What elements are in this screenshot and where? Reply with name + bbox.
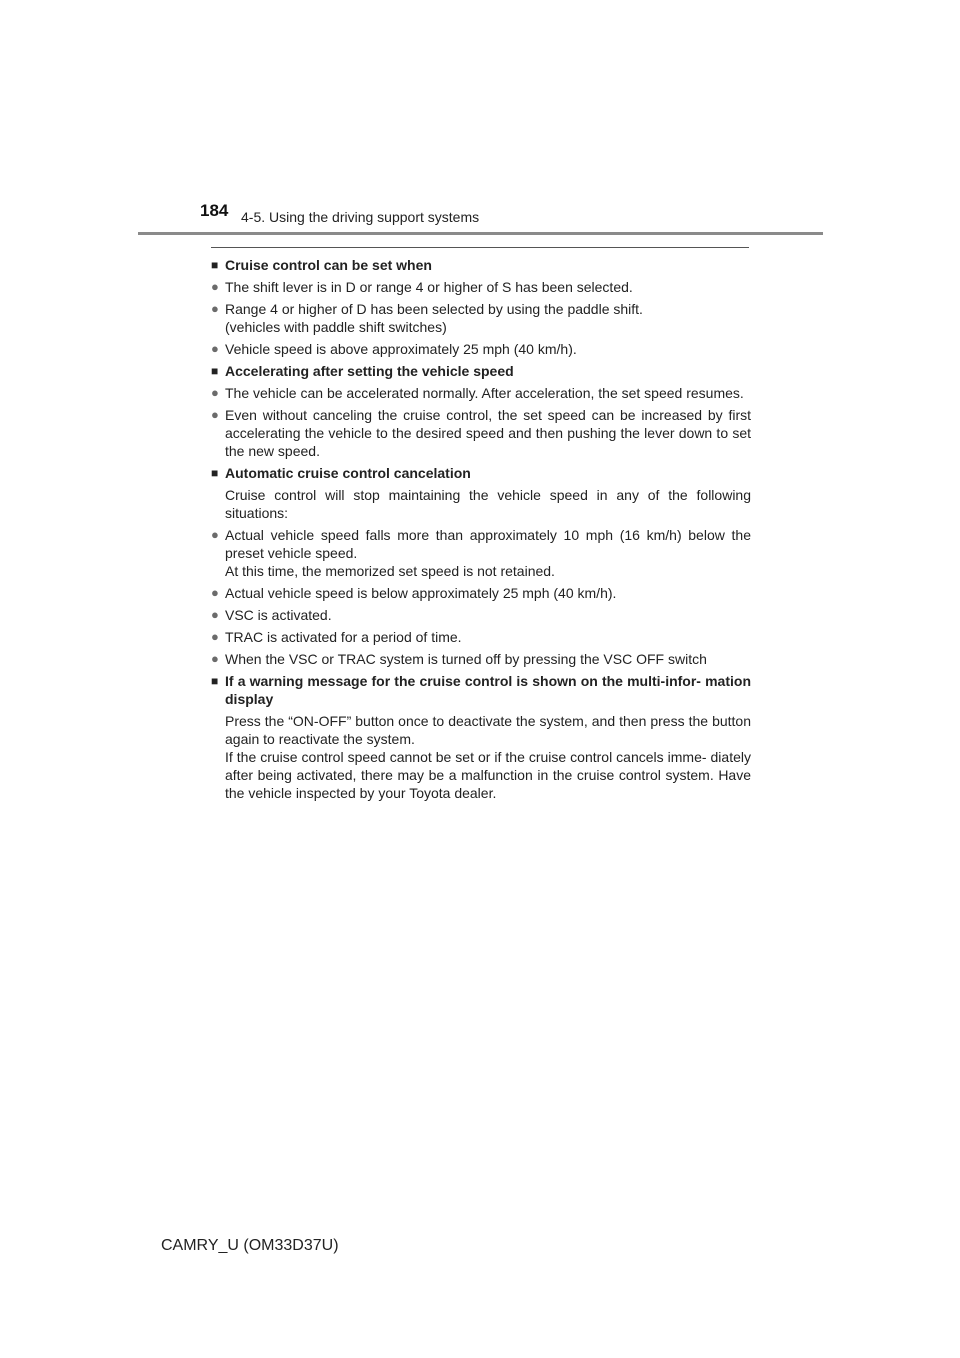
circle-bullet-icon: ● bbox=[211, 301, 219, 316]
item-text: VSC is activated. bbox=[225, 607, 332, 623]
section-heading bbox=[211, 464, 751, 482]
list-item bbox=[211, 278, 751, 296]
circle-bullet-icon: ● bbox=[211, 385, 219, 400]
square-bullet-icon: ■ bbox=[211, 674, 219, 688]
model-code: CAMRY_U (OM33D37U) bbox=[161, 1237, 339, 1254]
circle-bullet-icon: ● bbox=[211, 629, 219, 644]
heading-text: Accelerating after setting the vehicle speed bbox=[225, 363, 514, 379]
item-text: When the VSC or TRAC system is turned off by pressing the VSC OFF switch bbox=[225, 651, 707, 667]
section-cruise-set bbox=[211, 256, 751, 358]
square-bullet-icon: ■ bbox=[211, 364, 219, 378]
heading-text: Cruise control can be set when bbox=[225, 257, 432, 273]
item-text: Actual vehicle speed falls more than approximately 10 mph (16 km/h) below the preset vehicle speed. At this time, the memorized set speed is not retained. bbox=[225, 527, 751, 579]
circle-bullet-icon: ● bbox=[211, 527, 219, 542]
list-item bbox=[211, 300, 751, 336]
list-item bbox=[211, 650, 751, 668]
item-text: The vehicle can be accelerated normally. After acceleration, the set speed resumes. bbox=[225, 385, 744, 401]
chapter-title: 4-5. Using the driving support systems bbox=[241, 209, 480, 225]
circle-bullet-icon: ● bbox=[211, 651, 219, 666]
section-heading bbox=[211, 256, 751, 274]
section-intro: Cruise control will stop maintaining the vehicle speed in any of the following situations: bbox=[225, 487, 751, 521]
page-header bbox=[0, 0, 960, 240]
list-item bbox=[211, 584, 751, 602]
circle-bullet-icon: ● bbox=[211, 607, 219, 622]
item-text: Actual vehicle speed is below approximately 25 mph (40 km/h). bbox=[225, 585, 617, 601]
section-warning-message bbox=[211, 672, 751, 802]
circle-bullet-icon: ● bbox=[211, 341, 219, 356]
item-text: Even without canceling the cruise control, the set speed can be increased by first accelerating the vehicle to the desired speed and then pushing the lever down to set the new speed. bbox=[225, 407, 751, 459]
page-content bbox=[211, 256, 751, 804]
heading-text: If a warning message for the cruise control is shown on the multi-infor- mation display bbox=[225, 673, 751, 707]
section-body: Press the “ON-OFF” button once to deactivate the system, and then press the button again to reactivate the system. If the cruise control speed cannot be set or if the cruise control cancels imme- diately after being activated, there may be a malfunction in the cruise control system. Have the vehicle inspected by your Toyota dealer. bbox=[225, 713, 751, 801]
list-item bbox=[211, 406, 751, 460]
page-number: 184 bbox=[200, 201, 229, 220]
circle-bullet-icon: ● bbox=[211, 585, 219, 600]
section-heading bbox=[211, 672, 751, 708]
list-item bbox=[211, 628, 751, 646]
section-auto-cancel bbox=[211, 464, 751, 668]
header-divider bbox=[138, 232, 823, 235]
list-item bbox=[211, 526, 751, 580]
list-item bbox=[211, 606, 751, 624]
section-accelerating bbox=[211, 362, 751, 460]
circle-bullet-icon: ● bbox=[211, 279, 219, 294]
list-item bbox=[211, 340, 751, 358]
item-text: The shift lever is in D or range 4 or higher of S has been selected. bbox=[225, 279, 633, 295]
item-text: Range 4 or higher of D has been selected by using the paddle shift. (vehicles with paddle shift switches) bbox=[225, 301, 643, 335]
square-bullet-icon: ■ bbox=[211, 466, 219, 480]
item-text: Vehicle speed is above approximately 25 mph (40 km/h). bbox=[225, 341, 577, 357]
item-text: TRAC is activated for a period of time. bbox=[225, 629, 462, 645]
section-heading bbox=[211, 362, 751, 380]
square-bullet-icon: ■ bbox=[211, 258, 219, 272]
list-item bbox=[211, 384, 751, 402]
section-divider bbox=[211, 247, 749, 248]
circle-bullet-icon: ● bbox=[211, 407, 219, 422]
heading-text: Automatic cruise control cancelation bbox=[225, 465, 471, 481]
